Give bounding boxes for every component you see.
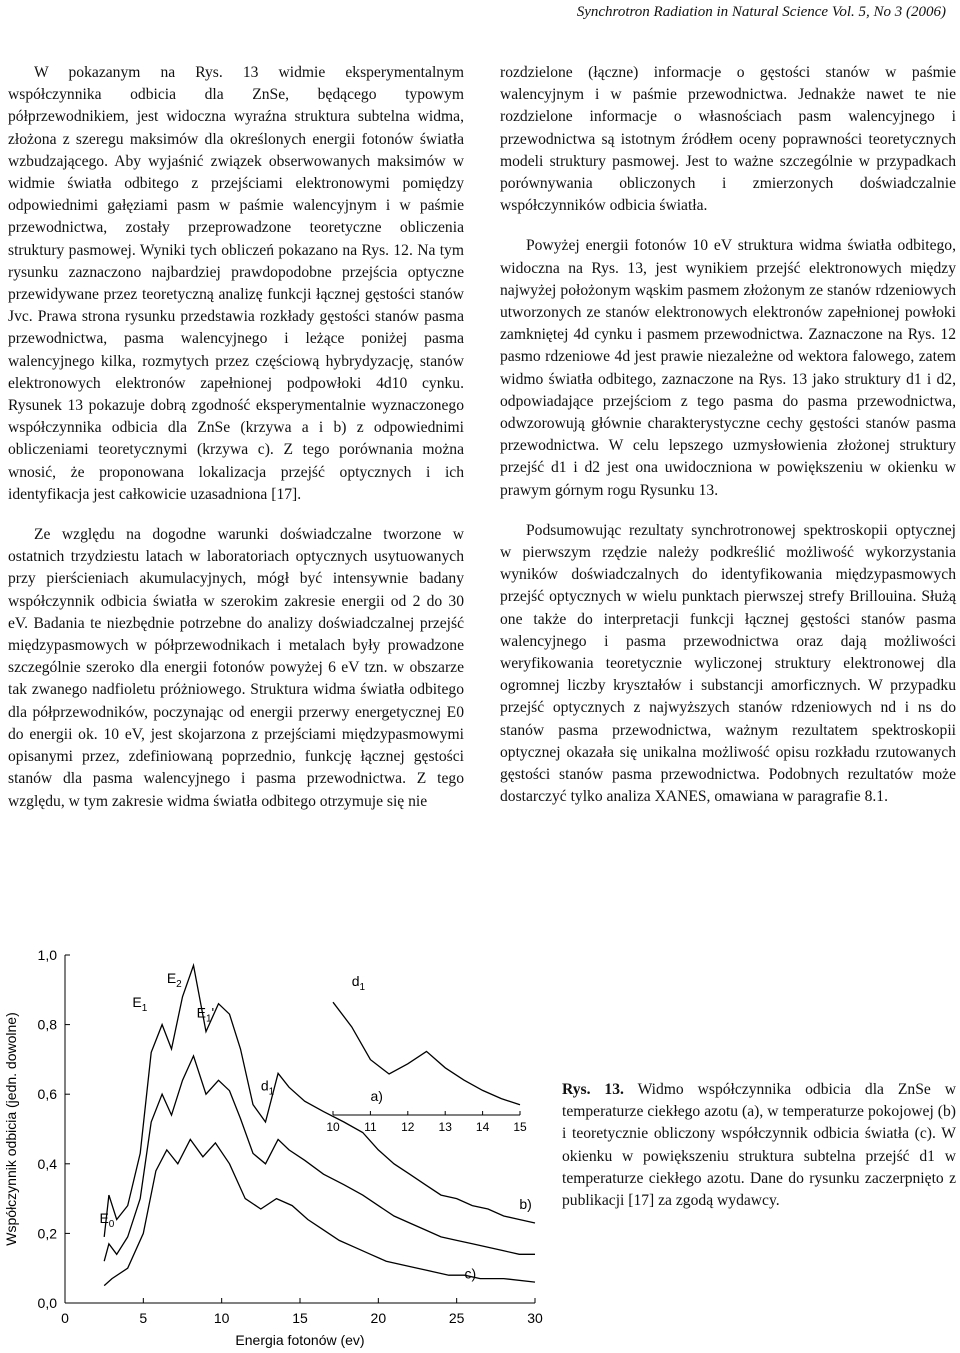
- paragraph: W pokazanym na Rys. 13 widmie eksperymentalnym współczynnika odbicia dla ZnSe, będącego typowym półprzewodnikiem, jest widoczna wyraźna struktura subtelna widma, złożona z szeregu maksimów dla określonych energii fotonów światła wzbudzającego. Aby wyjaśnić związek obserwowanych maksimów w widmie światła odbitego z przejściami elektronowymi pomiędzy odpowiednimi gałęziami pasm w paśmie walencyjnym i w paśmie przewodnictwa, zostały przeprowadzone teoretyczne obliczenia struktury pasmowej. Wyniki tych obliczeń pokazano na Rys. 12. Na tym rysunku zaznaczono najbardziej prawdopodobne przejścia optyczne przewidywane przez teoretyczną analizę funkcji łącznej gęstości stanów Jvc. Prawa strona rysunku przedstawia rozkłady gęstości stanów pasma przewodnictwa, pasma walencyjnego i leżące poniżej pasma walencyjnego kilka, rozmytych przez częściową hybrydyzację, stanów elektronowych elektronów zapełnionej podpowłoki 4d10 cynku. Rysunek 13 pokazuje dobrą zgodność eksperymentalnie wyznaczonego współczynnika odbicia dla ZnSe (krzywa a i b) z odpowiednimi obliczeniami teoretycznymi (krzywa c). Z tego porównania można wnosić, że proponowana lokalizacja przejść optycznych i ich identyfikacja jest całkowicie uzasadniona [17].: [8, 64, 464, 503]
- series-line-c: [104, 1139, 535, 1285]
- y-axis-label: Współczynnik odbicia (jedn. dowolne): [3, 1012, 19, 1246]
- inset-label: $d_1$: [351, 973, 366, 993]
- x-axis-label: Energia fotonów (ev): [235, 1332, 365, 1348]
- y-tick-label: 0,8: [37, 1016, 57, 1033]
- paragraph: Ze względu na dogodne warunki doświadczalne tworzone w ostatnich trzydziestu latach w laboratoriach optycznych usytuowanych przy pierścieniach akumulacyjnych, mógł być intensywnie badany współczynnik odbicia światła w szerokim zakresie energii od 2 do 30 eV. Badania te niezbędnie potrzebne do analizy doświadczalnej przejść międzypasmowych w półprzewodnikach i metalach były prowadzone szczególnie szeroko dla energii fotonów powyżej 6 eV tzn. w obszarze tak zwanego nadfioletu próżniowego. Struktura widma światła odbitego dla półprzewodników, poczynając od energii przerwy energetycznej E0 do energii ok. 10 eV, jest skojarzona z przejściami międzypasmowymi opisanymi przez, zdefiniowaną poprzednio, funkcję łącznej gęstości stanów dla pasma walencyjnego i pasma przewodnictwa. Z tego względu, w tym zakresie widma światła odbitego otrzymuje się nie: [8, 526, 464, 810]
- series-label: a): [370, 1088, 383, 1105]
- x-tick-label: 0: [61, 1310, 69, 1326]
- feature-label: $E_1'$: [196, 1004, 215, 1025]
- feature-label: $d_1$: [260, 1077, 275, 1098]
- series-label: c): [464, 1265, 477, 1282]
- left-column: [8, 62, 464, 813]
- inset-tick-label: 13: [438, 1120, 452, 1134]
- caption-label: Rys. 13.: [562, 1081, 624, 1098]
- feature-label: $E_1$: [132, 994, 148, 1015]
- series-line-a: [104, 965, 535, 1237]
- series-label: b): [519, 1196, 532, 1213]
- figure-caption: [562, 1079, 956, 1212]
- inset-tick-label: 15: [513, 1120, 527, 1134]
- inset-tick-label: 10: [326, 1120, 340, 1134]
- feature-label: $E_0$: [99, 1209, 115, 1230]
- paragraph: Powyżej energii fotonów 10 eV struktura widma światła odbitego, widoczna na Rys. 13, jest wynikiem przejść elektronowych między najwyżej położonym wąskim pasmem złożonym ze stanów rdzeniowych utworzonych ze stanów elektronowych elektronów zapełnionej powłoki zamkniętej 4d cynku i pasmem przewodnictwa. Zaznaczone na Rys. 12 pasmo rdzeniowe 4d jest prawie niezależne od wektora falowego, zatem widmo światła odbitego, zaznaczone na Rys. 13 jako struktury d1 i d2, odpowiadające przejściom z tego pasma do pasma przewodnictwa, odwzorowują głównie charakterystyczne cechy gęstości stanów pasma przewodnictwa. W celu lepszego uzmysłowienia złożonej struktury przejść d1 i d2 jest ona uwidoczniona w powiększeniu w okienku w prawym górnym rogu Rysunku 13.: [500, 237, 956, 499]
- chart-lines: [104, 965, 535, 1285]
- paragraph: rozdzielone (łączne) informacje o gęstości stanów w paśmie walencyjnym i w paśmie przewodnictwa. Jednakże nawet te nie rozdzielone informacje o własnościach pasm walencyjnego i przewodnictwa są istotnym źródłem oceny poprawności teoretycznych modeli struktury pasmowej. Jest to ważne szczególnie w przypadkach porównywania obliczonych i zmierzonych doświadczalnie współczynników odbicia światła.: [500, 64, 956, 215]
- chart-inset: [326, 973, 527, 1134]
- x-tick-label: 30: [527, 1310, 543, 1326]
- inset-tick-label: 14: [475, 1120, 490, 1134]
- inset-line: [333, 1002, 520, 1105]
- caption-text: Widmo współczynnika odbicia dla ZnSe w temperaturze ciekłego azotu (a), w temperaturze pokojowej (b) i teoretycznie obliczony współczynnik odbicia światła (c). W okienku w powiększeniu struktura subtelna przejść d1 w temperaturze ciekłego azotu. Dane do rysunku zaczerpnięto z publikacji [17] za zgodą wydawcy.: [562, 1081, 957, 1210]
- series-line-b: [104, 1056, 535, 1261]
- right-column: [500, 62, 956, 809]
- inset-tick-label: 11: [364, 1120, 377, 1134]
- y-tick-label: 0,6: [37, 1086, 57, 1103]
- running-header: Synchrotron Radiation in Natural Science Vol. 5, No 3 (2006): [576, 4, 946, 20]
- feature-label: $E_2$: [166, 969, 182, 990]
- x-tick-label: 5: [139, 1310, 148, 1326]
- paragraph: Podsumowując rezultaty synchrotronowej spektroskopii optycznej w pierwszym rzędzie należy podkreślić możliwość wykorzystania wyników doświadczalnych do identyfikowania międzypasmowych przejść optycznych w wielu punktach pierwszej strefy Brillouina. Służą one także do interpretacji funkcji łącznej gęstości stanów pasma walencyjnego i pasma przewodnictwa oraz dają możliwości weryfikowania teoretycznie wyliczonej struktury elektronowej dla ogromnej liczby kryształów i substancji amorficznych. W przypadku przejść optycznych z najwyższych stanów rdzeniowych nd i ns do stanów pasma przewodnictwa, ważnym rezultatem spektroskopii optycznej okazała się unikalna możliwość opisu rozkładu rzutowanych gęstości stanów pasma przewodnictwa. Podobnych rezultatów może dostarczyć tylko analiza XANES, omawiana w paragrafie 8.1.: [500, 521, 956, 806]
- x-tick-label: 10: [213, 1310, 230, 1326]
- x-tick-label: 20: [370, 1310, 387, 1326]
- reflectance-chart: [0, 940, 560, 1353]
- x-tick-label: 25: [448, 1310, 465, 1326]
- y-tick-label: 0,0: [37, 1295, 57, 1311]
- y-tick-label: 1,0: [37, 947, 57, 963]
- inset-tick-label: 12: [401, 1120, 415, 1134]
- y-tick-label: 0,2: [37, 1225, 57, 1242]
- y-tick-label: 0,4: [37, 1155, 57, 1172]
- x-tick-label: 15: [292, 1310, 308, 1326]
